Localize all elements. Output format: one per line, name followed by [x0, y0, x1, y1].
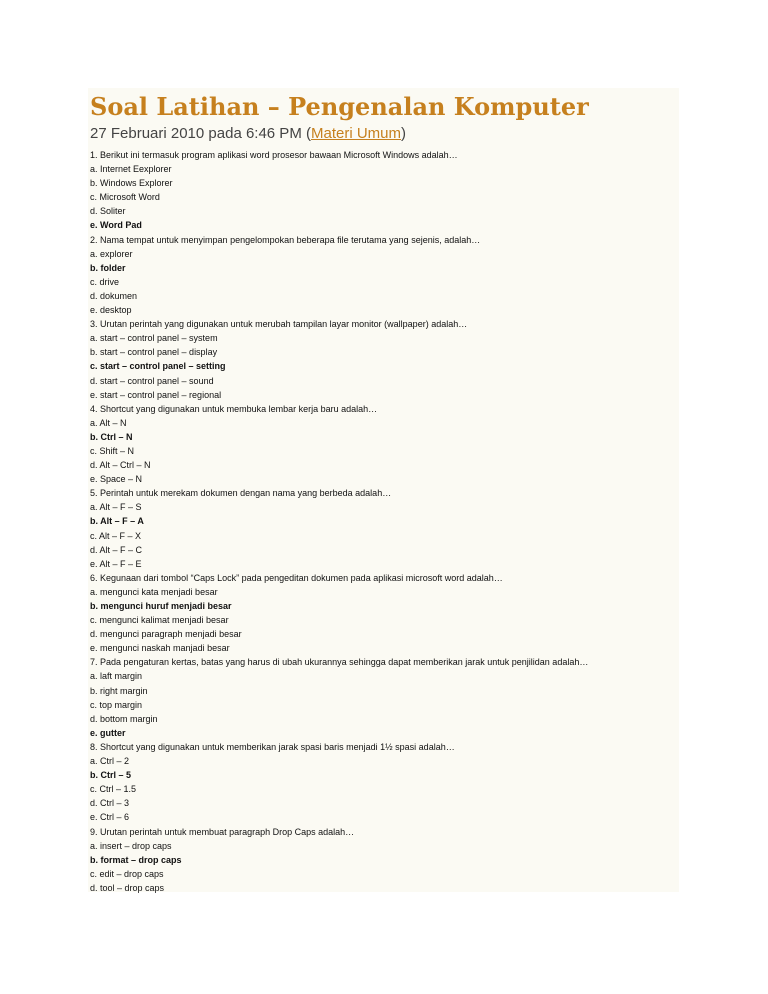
- answer-line: c. start – control panel – setting: [90, 361, 226, 372]
- question-line: 6. Kegunaan dari tombol “Caps Lock” pada pengeditan dokumen pada aplikasi microsoft word adalah…: [90, 572, 503, 583]
- question-line: 2. Nama tempat untuk menyimpan pengelompokan beberapa file terutama yang sejenis, adalah…: [90, 234, 481, 245]
- question-line: 5. Perintah untuk merekam dokumen dengan nama yang berbeda adalah…: [90, 488, 392, 499]
- answer-line: e. Word Pad: [90, 220, 142, 231]
- question-line: a. Alt – F – S: [90, 502, 142, 513]
- question-line: a. start – control panel – system: [90, 333, 218, 344]
- answer-line: b. folder: [90, 262, 126, 273]
- question-line: b. Windows Explorer: [90, 178, 173, 189]
- question-line: c. Shift – N: [90, 445, 135, 456]
- question-line: d. start – control panel – sound: [90, 375, 214, 386]
- question-line: e. Space – N: [90, 474, 143, 485]
- post-meta-close: ): [401, 125, 406, 142]
- question-line: a. Ctrl – 2: [90, 756, 130, 767]
- question-line: d. mengunci paragraph menjadi besar: [90, 629, 242, 640]
- question-line: c. drive: [90, 276, 120, 287]
- category-link[interactable]: Materi Umum: [310, 125, 401, 142]
- question-line: d. Ctrl – 3: [90, 798, 130, 809]
- question-line: a. Alt – N: [90, 417, 127, 428]
- question-line: e. Alt – F – E: [90, 558, 142, 569]
- question-line: e. Ctrl – 6: [90, 812, 130, 823]
- question-line: d. bottom margin: [90, 713, 158, 724]
- question-line: c. mengunci kalimat menjadi besar: [90, 615, 229, 626]
- question-line: a. laft margin: [90, 671, 143, 682]
- question-line: b. right margin: [90, 685, 148, 696]
- question-line: d. tool – drop caps: [90, 882, 165, 893]
- question-line: d. Alt – F – C: [90, 544, 143, 555]
- question-line: a. Internet Eexplorer: [90, 164, 172, 175]
- question-line: 9. Urutan perintah untuk membuat paragraph Drop Caps adalah…: [90, 826, 355, 837]
- question-line: 7. Pada pengaturan kertas, batas yang harus di ubah ukurannya sehingga dapat memberikan jarak untuk penjilidan adalah…: [90, 657, 589, 668]
- question-line: d. Soliter: [90, 206, 126, 217]
- question-line: c. edit – drop caps: [90, 868, 164, 879]
- post-title: Soal Latihan – Pengenalan Komputer: [90, 92, 589, 121]
- answer-line: b. Ctrl – 5: [90, 770, 132, 781]
- answer-line: b. Ctrl – N: [90, 431, 133, 442]
- post-content: [88, 88, 679, 892]
- question-line: a. explorer: [90, 248, 133, 259]
- answer-line: b. Alt – F – A: [90, 516, 144, 527]
- question-line: d. Alt – Ctrl – N: [90, 460, 151, 471]
- question-line: e. desktop: [90, 305, 132, 316]
- question-line: e. start – control panel – regional: [90, 389, 222, 400]
- post-meta: [90, 124, 679, 144]
- question-line: b. start – control panel – display: [90, 347, 218, 358]
- question-line: 3. Urutan perintah yang digunakan untuk merubah tampilan layar monitor (wallpaper) adalah…: [90, 319, 468, 330]
- question-line: c. top margin: [90, 699, 143, 710]
- answer-line: b. mengunci huruf menjadi besar: [90, 601, 232, 611]
- question-line: a. mengunci kata menjadi besar: [90, 586, 218, 597]
- question-line: a. insert – drop caps: [90, 840, 172, 851]
- question-line: d. dokumen: [90, 290, 138, 301]
- answer-line: e. gutter: [90, 727, 126, 738]
- question-list: [90, 148, 679, 895]
- question-line: c. Ctrl – 1.5: [90, 784, 137, 795]
- question-line: 1. Berikut ini termasuk program aplikasi word prosesor bawaan Microsoft Windows adalah…: [90, 150, 458, 160]
- question-line: c. Alt – F – X: [90, 530, 142, 541]
- question-line: 4. Shortcut yang digunakan untuk membuka lembar kerja baru adalah…: [90, 403, 378, 414]
- question-line: 8. Shortcut yang digunakan untuk memberikan jarak spasi baris menjadi 1½ spasi adalah…: [90, 741, 455, 752]
- post-date: 27 Februari 2010 pada 6:46 PM (: [90, 125, 311, 142]
- question-line: c. Microsoft Word: [90, 192, 160, 203]
- question-line: e. mengunci naskah manjadi besar: [90, 643, 230, 654]
- answer-line: b. format – drop caps: [90, 854, 182, 865]
